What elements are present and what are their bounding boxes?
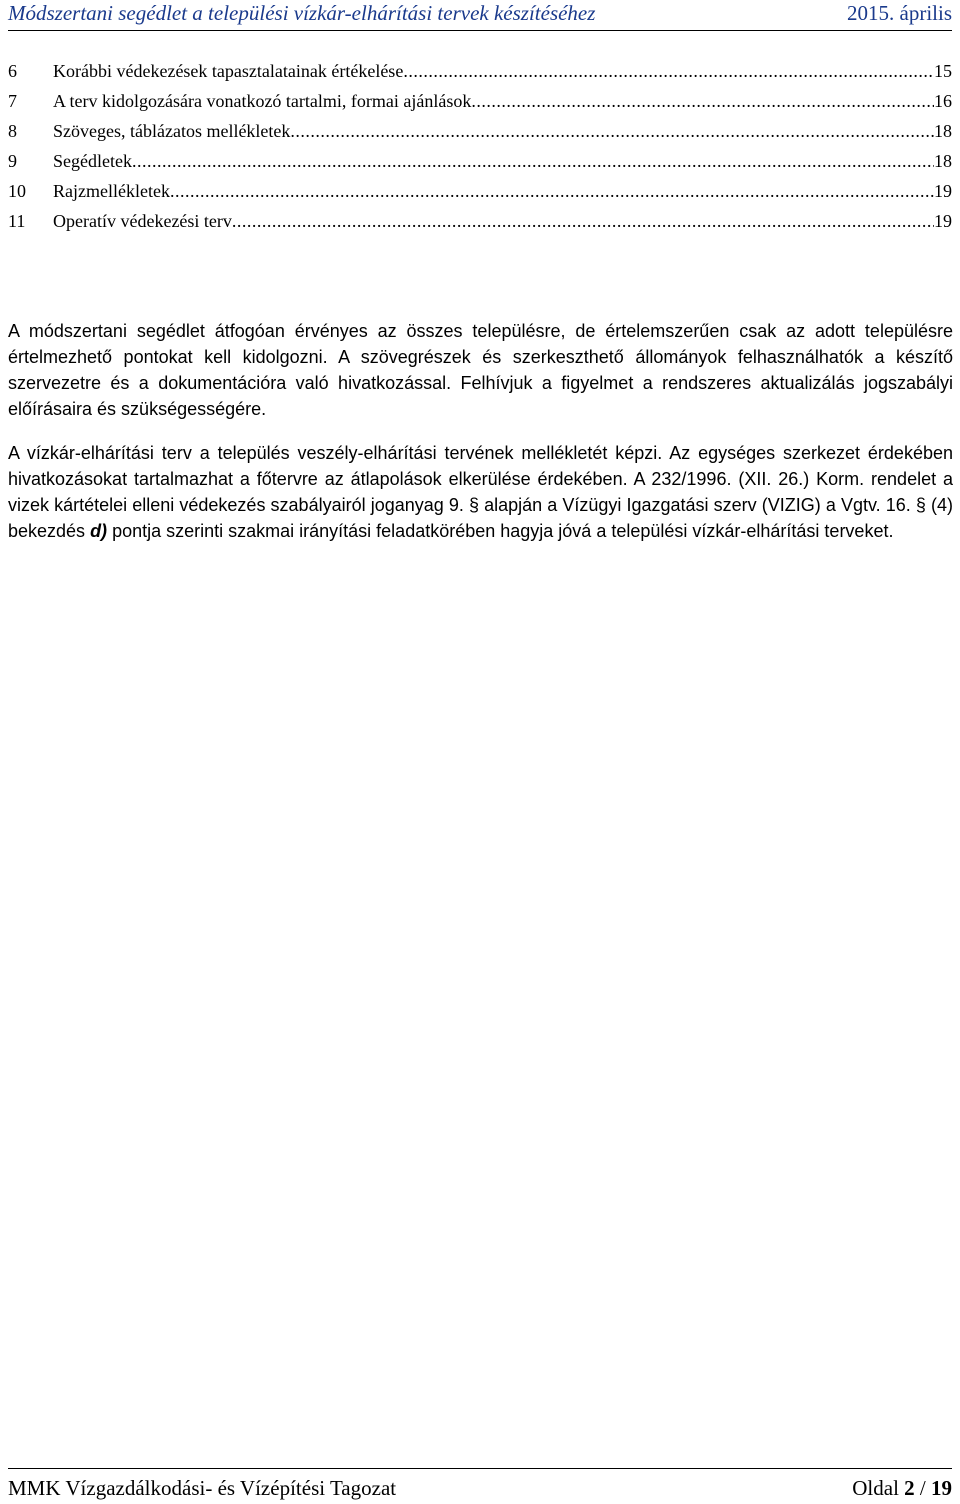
body-text [8,318,953,562]
toc-entry-page: 19 [934,211,952,231]
toc-entry-label: Korábbi védekezések tapasztalatainak értékelése [53,61,404,81]
toc-entry-label: A terv kidolgozására vonatkozó tartalmi, formai ajánlások [53,91,472,111]
paragraph-italic-ref: d) [90,521,108,541]
toc-entry-label: Operatív védekezési terv [53,211,232,231]
toc-entry-label: Segédletek [53,151,132,171]
toc-entry-number: 9 [8,151,17,171]
toc-entry-label: Szöveges, táblázatos mellékletek [53,121,291,141]
page-header [8,0,952,31]
page-number-separator: / [914,1476,931,1500]
page-number-total: 19 [931,1476,952,1500]
paragraph-legal-basis [8,440,953,544]
document-title: Módszertani segédlet a települési vízkár-elhárítási tervek készítéséhez [8,1,596,25]
page-number-prefix: Oldal [852,1476,905,1500]
toc-entry-number: 10 [8,181,26,201]
paragraph-text: pontja szerinti szakmai irányítási feladatkörében hagyja jóvá a települési vízkár-elhárítási terveket. [107,521,894,541]
toc-leader-dots [232,208,934,234]
toc-entry-number: 8 [8,121,17,141]
toc-entry-page: 19 [934,181,952,201]
toc-entry[interactable] [8,118,952,148]
toc-entry[interactable] [8,58,952,88]
toc-entry[interactable] [8,88,952,118]
toc-leader-dots [170,178,934,204]
toc-entry-page: 18 [934,121,952,141]
toc-entry-number: 7 [8,91,17,111]
toc-entry[interactable] [8,148,952,178]
toc-entry-page: 18 [934,151,952,171]
table-of-contents [8,58,952,238]
toc-leader-dots [290,118,934,144]
paragraph-text: A vízkár-elhárítási terv a település veszély-elhárítási tervének mellékletét képzi. Az egységes szerkezet érdekében hivatkozásokat tartalmazhat a főtervre az átlapolások elkerülése érdekében. A 232/1996. (XII. 26.) Korm. rendelet a vizek kártételei elleni védekezés szabályairól joganyag 9. § alapján a Vízügyi Igazgatási szerv (VIZIG) a Vgtv. 16. § (4) bekezdés [8,443,953,541]
toc-entry-label: Rajzmellékletek [53,181,170,201]
toc-entry[interactable] [8,178,952,208]
toc-leader-dots [471,88,934,114]
document-date: 2015. április [847,1,952,25]
page-number-current: 2 [904,1476,915,1500]
toc-entry-number: 6 [8,61,17,81]
footer-organization: MMK Vízgazdálkodási- és Vízépítési Tagozat [8,1476,397,1500]
toc-leader-dots [403,58,934,84]
page-number [852,1475,952,1501]
toc-entry-number: 11 [8,211,26,231]
toc-entry-page: 15 [934,61,952,81]
page-footer [8,1468,952,1503]
toc-entry-page: 16 [934,91,952,111]
toc-entry[interactable] [8,208,952,238]
paragraph-scope: A módszertani segédlet átfogóan érvényes az összes településre, de értelemszerűen csak az adott településre értelmezhető pontokat kell kidolgozni. A szövegrészek és szerkeszthető állományok felhasználhatók a készítő szervezetre és a dokumentációra való hivatkozással. Felhívjuk a figyelmet a rendszeres aktualizálás jogszabályi előírásaira és szükségességére. [8,321,953,419]
toc-leader-dots [132,148,934,174]
